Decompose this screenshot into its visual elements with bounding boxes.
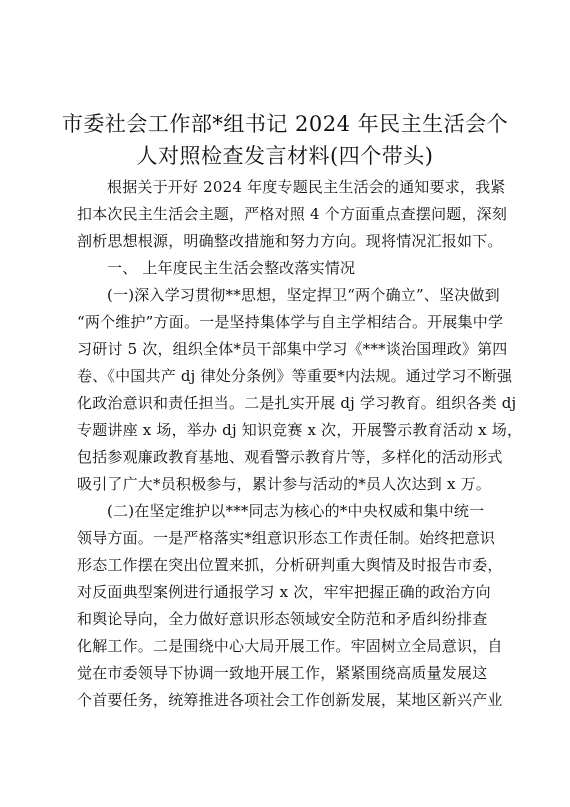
document-title-line-1: 市委社会工作部*组书记 2024 年民主生活会个 — [61, 112, 509, 136]
body-line: 对反面典型案例进行通报学习 x 次，牢牢把握正确的政治方向 — [77, 583, 491, 601]
body-line: 习研讨 5 次，组织全体*员干部集中学习《***谈治国理政》第四 — [77, 340, 508, 358]
body-line: 形态工作摆在突出位置来抓，分析研判重大舆情及时报告市委， — [77, 556, 503, 574]
body-line: 吸引了广大*员积极参与，累计参与活动的*员人次达到 x 万。 — [77, 475, 491, 493]
body-line: 觉在市委领导下协调一致地开展工作，紧紧围绕高质量发展这 — [77, 664, 488, 682]
body-line: 剖析思想根源，明确整改措施和努力方向。现将情况汇报如下。 — [77, 232, 503, 250]
body-line: 卷、《中国共产 dj 律处分条例》等重要*内法规。通过学习不断强 — [77, 367, 513, 385]
body-line: 领导方面。一是严格落实*组意识形态工作责任制。始终把意识 — [77, 529, 496, 547]
body-line: 包括参观廉政教育基地、观看警示教育片等，多样化的活动形式 — [77, 448, 503, 466]
section-heading: 一、 上年度民主生活会整改落实情况 — [107, 259, 356, 277]
body-line: 专题讲座 x 场，举办 dj 知识竞赛 x 次，开展警示教育活动 x 场， — [77, 421, 523, 439]
body-line: 根据关于开好 2024 年度专题民主生活会的通知要求，我紧 — [107, 178, 506, 196]
body-line: (一)深入学习贯彻**思想，坚定捍卫“两个确立”、坚决做到 — [107, 286, 500, 304]
body-line: 和舆论导向，全力做好意识形态领域安全防范和矛盾纠纷排查 — [77, 610, 488, 628]
body-line: 个首要任务，统筹推进各项社会工作创新发展，某地区新兴产业 — [77, 691, 503, 709]
document-title-line-2: 人对照检查发言材料(四个带头) — [136, 144, 434, 168]
body-line: “两个维护”方面。一是坚持集体学与自主学相结合。开展集中学 — [77, 313, 504, 331]
body-line: 扣本次民主生活会主题，严格对照 4 个方面重点查摆问题，深刻 — [77, 205, 508, 223]
body-line: (二)在坚定维护以***同志为核心的*中央权威和集中统一 — [107, 502, 485, 520]
body-line: 化解工作。二是围绕中心大局开展工作。牢固树立全局意识，自 — [77, 637, 503, 655]
body-line: 化政治意识和责任担当。二是扎实开展 dj 学习教育。组织各类 dj — [77, 394, 517, 412]
